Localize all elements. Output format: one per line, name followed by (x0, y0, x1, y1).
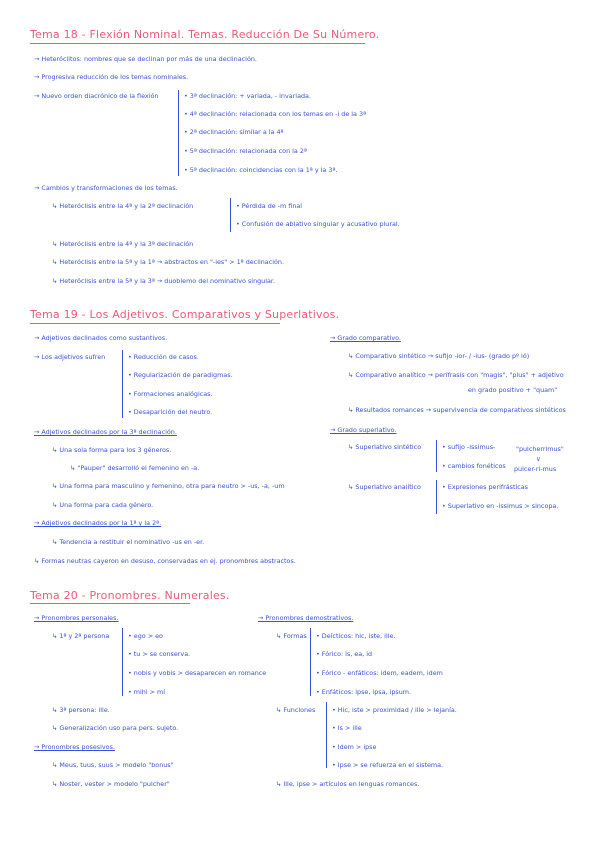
t19-sup-pulcherrimus: "pulcherrimus" (516, 445, 564, 453)
t19-sup-analitico: ↳ Superlativo analítico (348, 483, 421, 491)
t19-sup-fonetico: • cambios fonéticos (442, 462, 506, 470)
t20-sub-generalizacion: ↳ Generalización uso para pers. sujeto. (52, 724, 179, 732)
t18-brace-4-2 (230, 198, 231, 232)
t19-sup-perifrasticas: • Expresiones perifrásticas (442, 483, 529, 491)
t20-bullet-nobis: • nobis y vobis > desaparecen en romance (128, 669, 267, 677)
t19-sup-arrow-down: ∨ (536, 455, 541, 463)
t20-sub-formas: ↳ Formas (276, 632, 307, 640)
tema-18-underline (30, 43, 365, 44)
t20-sub-1a-2a: ↳ 1ª y 2ª persona (52, 632, 110, 640)
t20-bullet-ego: • ego > eo (128, 632, 163, 640)
t19-bullet-paradigmas: • Regularización de paradigmas. (128, 371, 233, 379)
t19-bullet-casos: • Reducción de casos. (128, 353, 199, 361)
t18-bullet-5a-b: • 5ª declinación: coincidencias con la 1ª y la 3ª. (184, 166, 338, 174)
t19-sup-sufijo: • sufijo -issimus- (442, 443, 496, 451)
t20-sub-meus: ↳ Meus, tuus, suus > modelo "bonus" (52, 761, 174, 769)
t18-line-cambios: → Cambios y transformaciones de los temas. (34, 184, 178, 192)
t19-bullet-neutro: • Desaparición del neutro. (128, 408, 213, 416)
tema-18-title: Tema 18 - Flexión Nominal. Temas. Reducción De Su Número. (30, 28, 380, 41)
t20-formas-forico-enfaticos: • Fórico - enfáticos: idem, eadem, idem (316, 669, 443, 677)
t20-funciones-ipse: • Ipse > se refuerza en el sistema. (332, 761, 444, 769)
t18-bullet-5a: • 5ª declinación: relacionada con la 2ª (184, 147, 307, 155)
t19-sub-masc-fem: ↳ Una forma para masculino y femenino, otra para neutro > -us, -a, -um (52, 482, 285, 490)
t18-brace-orden (178, 90, 179, 176)
t19-sub-una-forma: ↳ Una sola forma para los 3 géneros. (52, 446, 172, 454)
t18-sub-4-3: ↳ Heteróclisis entre la 4ª y la 3ª declinación (52, 240, 194, 248)
t20-brace-personas (122, 628, 123, 696)
t20-sub-funciones: ↳ Funciones (276, 706, 316, 714)
t18-line-heteroclitos: → Heteróclitos: nombres que se declinan por más de una declinación. (34, 55, 257, 63)
t19-sub-pauper: ↳ "Pauper" desarrolló el femenino en -a. (70, 464, 200, 472)
t20-line-demostrativos: → Pronombres demostrativos. (258, 614, 354, 622)
t20-funciones-idem: • Idem > ipse (332, 743, 377, 751)
t19-brace-sufren (122, 350, 123, 418)
t19-line-1a-2a: → Adjetivos declinados por la 1ª y la 2ª. (34, 519, 162, 527)
t20-funciones-is: • Is > ille (332, 724, 362, 732)
t20-brace-funciones (326, 702, 327, 768)
t19-grado-superlativo: → Grado superlativo. (330, 426, 397, 434)
t19-bullet-analogicas: • Formaciones analógicas. (128, 390, 213, 398)
t18-bullet-2a: • 2ª declinación: similar a la 4ª (184, 128, 284, 136)
t20-formas-forico: • Fórico: is, ea, id (316, 650, 373, 658)
t18-bullet-4a: • 4ª declinación: relacionada con los temas en -i de la 3ª (184, 110, 367, 118)
tema-20-underline (30, 603, 190, 604)
t18-sub-4-2-a: • Pérdida de -m final (236, 202, 303, 210)
t20-sub-articulos: ↳ Ille, ipse > artículos en lenguas romances. (276, 780, 420, 788)
t19-brace-analitico (436, 480, 437, 514)
t20-line-personales: → Pronombres personales. (34, 614, 119, 622)
t19-sup-pulcer: pulcer-ri-mus (514, 465, 557, 473)
t19-sup-sincopa: • Superlativo en -issimus > sincopa. (442, 502, 559, 510)
t19-brace-sintetico (436, 440, 437, 472)
t20-sub-noster: ↳ Noster, vester > modelo "pulcher" (52, 780, 170, 788)
t20-formas-deicticos: • Deícticos: hic, iste, ille. (316, 632, 396, 640)
t19-sup-sintetico: ↳ Superlativo sintético (348, 443, 422, 451)
t18-sub-4-2: ↳ Heteróclisis entre la 4ª y la 2ª declinación (52, 202, 194, 210)
t18-line-nuevo-orden: → Nuevo orden diacrónico de la flexión (34, 92, 159, 100)
t18-sub-4-2-b: • Confusión de ablativo singular y acusativo plural. (236, 220, 400, 228)
t19-line-sufren: → Los adjetivos sufren (34, 353, 106, 361)
t18-sub-5-3: ↳ Heteróclisis entre la 5ª y la 3ª → duoblemo del nominativo singular. (52, 277, 275, 285)
t19-line-neutras: ↳ Formas neutras cayeron en desuso, conservadas en ej. pronombres abstractos. (34, 557, 296, 565)
t19-sub-cada-genero: ↳ Una forma para cada género. (52, 501, 154, 509)
t19-comp-analitico-cont: en grado positivo + "quam" (468, 386, 558, 394)
t20-funciones-hic: • Hic, iste > proximidad / ille > lejanía. (332, 706, 457, 714)
t20-bullet-tu: • tu > se conserva. (128, 650, 191, 658)
tema-19-title: Tema 19 - Los Adjetivos. Comparativos y Superlativos. (30, 308, 340, 321)
t20-line-posesivos: → Pronombres posesivos. (34, 743, 115, 751)
tema-19-underline (30, 323, 280, 324)
t19-line-3a-declinacion: → Adjetivos declinados por la 3ª declinación. (34, 428, 177, 436)
tema-20-title: Tema 20 - Pronombres. Numerales. (30, 589, 230, 602)
t19-comp-romances: ↳ Resultados romances → supervivencia de comparativos sintéticos (348, 406, 566, 414)
t18-sub-5-1: ↳ Heteróclisis entre la 5ª y la 1ª → abstractos en "-ies" > 1ª declinación. (52, 258, 284, 266)
t19-comp-sintetico: ↳ Comparativo sintético → sufijo -ior- / -ius- (grado pº ió) (348, 352, 530, 360)
t18-bullet-3a: • 3ª declinación: + variada, - invariada. (184, 92, 311, 100)
t20-sub-3a: ↳ 3ª persona: ille. (52, 706, 110, 714)
t20-brace-formas (310, 628, 311, 696)
t19-grado-comparativo: → Grado comparativo. (330, 334, 401, 342)
t19-comp-analitico: ↳ Comparativo analítico → perífrasis con "magis", "plus" + adjetivo (348, 371, 564, 379)
t20-bullet-mihi: • mihi > mí (128, 688, 166, 696)
t19-sub-tendencia: ↳ Tendencia a restituir el nominativo -us en -er. (52, 538, 205, 546)
t20-formas-enfaticos: • Enfáticos: ipse, ipsa, ipsum. (316, 688, 412, 696)
t19-line-sustantivos: → Adjetivos declinados como sustantivos. (34, 334, 168, 342)
t18-line-reduccion: → Progresiva reducción de los temas nominales. (34, 73, 189, 81)
